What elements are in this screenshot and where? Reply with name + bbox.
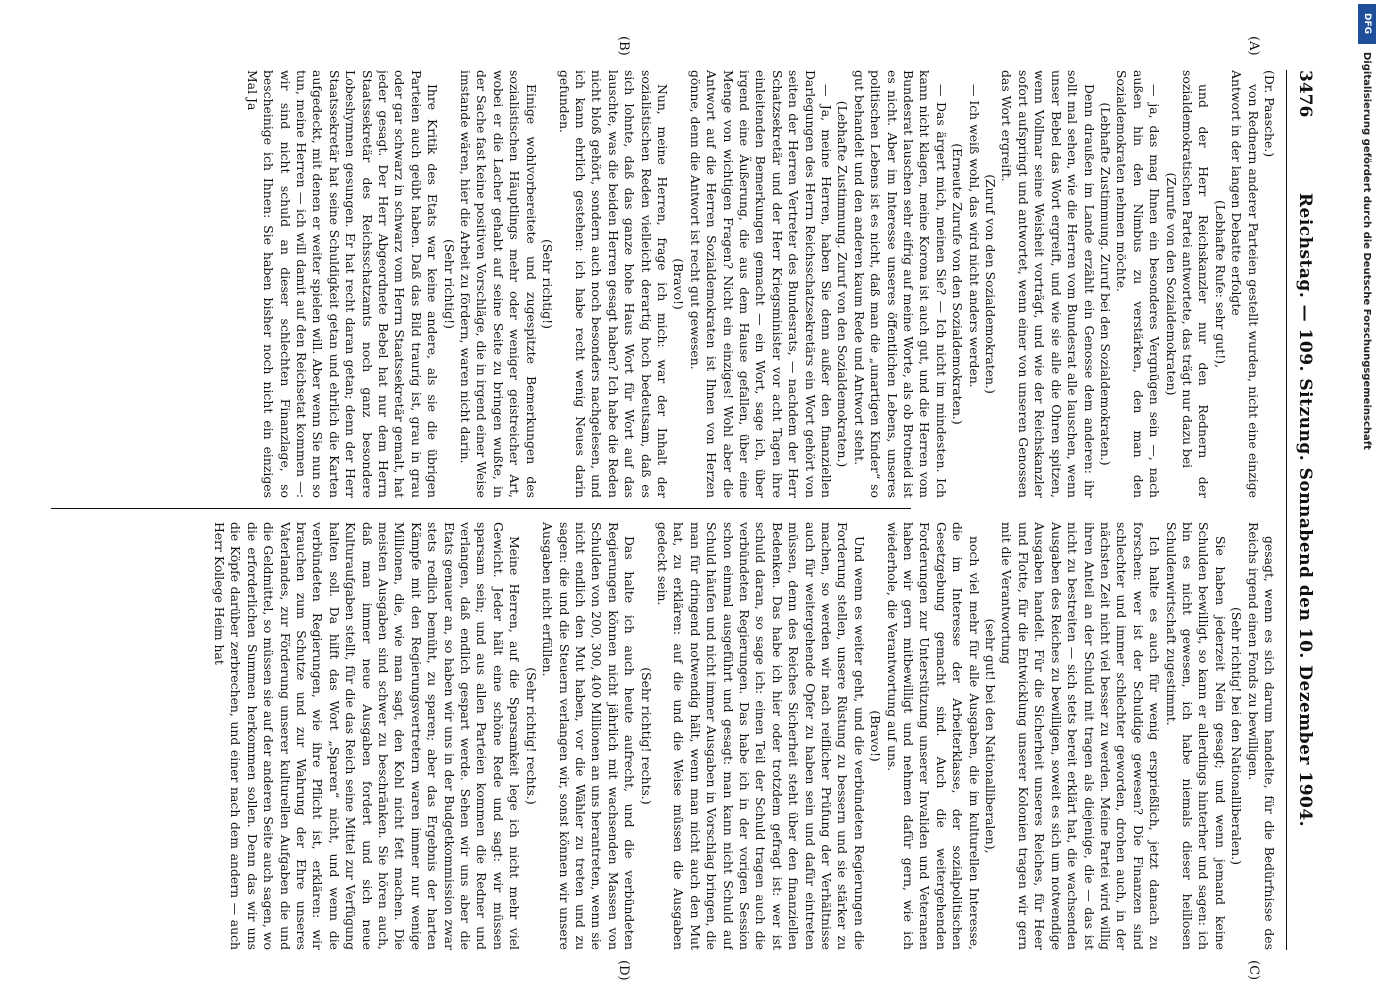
paragraph: (Sehr richtig!) (540, 239, 556, 329)
paragraph: (Lebhafte Rufe: sehr gut!), (1212, 199, 1228, 369)
page-number: 3476 (1295, 70, 1315, 118)
paragraph: und der Herr Reichskanzler nur den Rednern der sozialdemokratischen Partei antwortete, das trägt nur dazu bei (1179, 70, 1212, 498)
page-title: Reichstag. — 109. Sitzung. Sonnabend den 10. Dezember 1904. (1295, 192, 1315, 828)
dfg-logo: DFG (1358, 4, 1376, 44)
right-column (47, 522, 1277, 950)
credit-text: Digitalisierung gefördert durch die Deutsche Forschungsgemeinschaft (1361, 52, 1372, 450)
paragraph: — Ich weiß wohl, das wird nicht anders werden. (966, 84, 982, 388)
paragraph: Ihre Kritik des Etats war keine andere, als sie die übrigen Parteien auch geübt haben. Daß das Bild traurig ist, grau in grau oder gar schwarz in schwarz vom Herrn Staatssekretär gemalt, hat jeder gesagt. Der Herr Abgeordnete Bebel hat nur dem Herrn Staatssekretär des Reichsschatzamts noch ganz besondere Lobeshymnen gesungen. Er hat recht daran getan; denn der Herr Staatssekretär hat seine Schuldigkeit getan und ehrlich die Karten aufgedeckt, mit denen er weiter spielen will. Aber wenn Sie nun so tun, meine Herren — ich will damit auf den Reichsetat kommen —: wir sind nicht schuld an dieser schlechten Finanzlage, so bescheinige ich Ihnen: Sie haben bisher noch nicht ein einziges Mal Ja (244, 70, 441, 498)
margin-mark-b: (B) (616, 36, 631, 56)
paragraph: (Zuruf von den Sozialdemokraten.) (983, 174, 999, 394)
margin-mark-c: (C) (1246, 960, 1261, 981)
paragraph: (Bravo!) (671, 258, 687, 310)
margin-mark-a: (A) (1246, 36, 1261, 56)
left-column-text (243, 70, 1260, 498)
page-body (31, 36, 1321, 981)
paragraph: (Sehr richtig! rechts.) (638, 667, 654, 805)
column-divider (51, 508, 911, 509)
paragraph: Und wenn es weiter geht, und die verbündeten Regierungen die Forderung stellen, unsere Rüstung zu bessern und sie stärker zu machen, so werden wir nach reiflicher Prüfung der Verhältnisse auch für weitergehende Opfer zu haben sein und dafür eintreten müssen, denn des Reiches Sicherheit steht über den finanziellen Bedenken. Das habe ich hier oder trotzdem gefragt ist: wer ist schuld daran, so sage ich: einen Teil der Schuld tragen auch die verbündeten Regierungen. Das habe ich in der vorigen Session schon einmal ausgeführt und gesagt: man kann nicht Schuld auf Schuld häufen und nicht immer Ausgaben in Vorschlag bringen, die man für dringend notwendig hält, wenn man nicht auch den Mut hat, zu erklären: auf die und die Weise müssen die Ausgaben gedeckt sein. (654, 522, 867, 950)
speaker-name: (Dr. Paasche.) (1262, 70, 1277, 158)
paragraph: Nun, meine Herren, frage ich mich: war der Inhalt der sozialistischen Reden vielleicht derartig hoch bedeutsam, daß es sich lohnte, daß das ganze hohe Haus Wort für Wort auf das lauschte, was die beiden Herren gesagt haben? Ich habe die Reden nicht bloß gehört, sondern auch noch besonders nachgelesen, und ich kann ehrlich gestehen: ich habe recht wenig Neues darin gefunden. (556, 70, 670, 498)
paragraph: — Ja, meine Herren, haben Sie denn außer den finanziellen Darlegungen des Herrn Reichsschatzsekretärs ein Wort gehört von seiten der Herren Vertreter des Bundesrats, — nachdem der Herr Schatzsekretär und der Herr Kriegsminister vor acht Tagen ihre einleitenden Bemerkungen gemacht — ein Wort, sage ich, über irgend eine Äußerung, die aus dem Hause gefallen, über eine Menge von wichtigen Fragen? Nicht ein einziges! Wohl aber die Antwort auf die Herren Sozialdemokraten ist Ihnen von Herzen gönne, denn die Antwort ist recht gut gewesen. (687, 70, 835, 498)
left-column (47, 70, 1277, 498)
paragraph: (Zurufe von den Sozialdemokraten) (1163, 172, 1179, 396)
paragraph: von Rednern anderer Parteien gestellt wurden, nicht eine einzige Antwort in der langen Debatte erfolgte (1229, 70, 1261, 498)
paragraph: (sehr gut! bei den Nationalliberalen), (983, 618, 999, 854)
paragraph: Meine Herren, auf die Sparsamkeit lege ich nicht mehr viel Gewicht. Jeder hält eine schöne Rede und sagt: wir müssen sparsam sein; und aus allen Parteien kommen die Redner und verlangen, daß endlich gespart werde. Sehen wir uns aber die Etats genauer an, so haben wir uns in der Budgetkommission zwar stets redlich bemüht, zu sparen; aber das Ergebnis der harten Kämpfe mit den Regierungsvertretern waren immer nur wenige Millionen, die, wie man sagt, den Kohl nicht fett machen. Die meisten Ausgaben sind schwer zu beschränken. Sie hören auch, daß man immer neue Ausgaben fordert und sich neue Kulturaufgaben stellt, für die das Reich seine Mittel zur Verfügung halten soll. Da hilft das Wort „Sparen“ nicht, und wenn die verbündeten Regierungen, wie ihre Pflicht ist, erklären: wir brauchen zum Schutze und zur Wahrung der Ehre unseres Vaterlandes, zur Förderung unserer kulturellen Aufgaben die und die Geldmittel, so müssen sie auf der anderen Seite auch sagen, wo die erforderlichen Summen herkommen sollen. Denn das wir uns die Köpfe darüber zerbrechen, und einer nach dem andern — auch Herr Kollege Heim hat (212, 522, 523, 950)
paragraph: Denn draußen im Lande erzählt ein Genosse dem anderen: ihr sollt mal sehen, wie die Herren vom Bundesrat alle lauschen, wenn unser Bebel das Wort ergreift, und wie sie alle die Ohren spitzen, wenn Vollmar seine Weisheit vorträgt, und wie der Reichskanzler sofort aufspringt und antwortet, wenn einer von unseren Genossen das Wort ergreift. (999, 70, 1097, 498)
paragraph: (Bravo!) (868, 710, 884, 762)
paragraph: (Sehr richtig! rechts.) (523, 667, 539, 805)
paragraph: (Lebhafte Zustimmung. Zuruf bei den Sozialdemokraten.) (1097, 102, 1113, 466)
paragraph: noch viel mehr für alle Ausgaben, die im kulturellen Interesse, die im Interesse der Arbeiterklasse, der sozialpolitischen Gesetzgebung gemacht sind. Auch die weitergehenden Forderungen zur Unterstützung unserer Invaliden und Veteranen haben wir gern mitbewilligt und nehmen dafür gern, wie ich wiederhole, die Verantwortung auf uns. (884, 522, 982, 950)
paragraph: Ich halte es auch für wenig ersprießlich, jetzt danach zu forschen: wer ist der Schuldige gewesen? Die Finanzen sind schlechter und immer schlechter geworden, drohen auch, in der nächsten Zeit nicht viel besser zu werden. Meine Partei wird willig ihren Anteil an der Schuld mit tragen als diejenige, die — das ist nicht zu bestreiten — sich stets bereit erklärt hat, die wachsenden Ausgaben des Reiches zu bewilligen, soweit es sich um notwendige Ausgaben handelt. Für die Sicherheit unseres Reiches, für Heer und Flotte, für die Entwicklung unserer Kolonien tragen wir gern mit die Verantwortung (999, 522, 1163, 950)
margin-mark-d: (D) (616, 960, 631, 981)
right-column-text (211, 522, 1277, 950)
paragraph: Das halte ich auch heute aufrecht, und die verbündeten Regierungen können nicht jährlich mit wachsenden Massen von Schulden von 200, 300, 400 Millionen an uns herantreten, wenn sie nicht endlich den Mut haben, vor die Wähler zu treten und zu sagen: die und die Steuern verlangen wir, sonst können wir unsere Ausgaben nicht erfüllen. (540, 522, 638, 950)
paragraph: — ja, das mag Ihnen ein besonderes Vergnügen sein —, nach außen hin den Nimbus zu verstärken, den man den Sozialdemokraten nehmen möchte. (1114, 70, 1163, 498)
paragraph: (Sehr richtig! bei den Nationalliberalen.) (1229, 607, 1245, 865)
digitization-credit (1354, 10, 1374, 970)
paragraph: gesagt, wenn es sich darum handelte, für die Bedürfnisse des Reichs irgend einen Fonds zu bewilligen. (1245, 522, 1277, 950)
paragraph: (Erneute Zurufe von den Sozialdemokraten.) (950, 143, 966, 425)
page-header (1287, 70, 1321, 950)
paragraph: (Lebhafte Zustimmung. Zuruf von den Sozialdemokraten.) (835, 100, 851, 468)
paragraph: — Das ärgert mich, meinen Sie? — Ich nicht im mindesten. Ich kann nicht klagen, meine Korona ist auch gut, und die Herren vom Bundesrat lauschen sehr eifrig auf meine Worte, als ob Brotneid ist es nicht. Aber im Interesse unseres öffentlichen Lebens, unseres politischen Lebens ist es nicht, daß man die „unartigen Kinder“ so gut behandelt und den anderen kaum Rede und Antwort steht. (851, 70, 949, 498)
paragraph: (Sehr richtig!) (441, 239, 457, 329)
paragraph: Sie haben jederzeit Nein gesagt; und wenn jemand keine Schulden bewilligt, so kann er allerdings hinterher und sagen: ich bin es nicht gewesen, ich habe niemals dieser heillosen Schuldenwirtschaft zugestimmt. (1163, 522, 1228, 950)
paragraph: Einige wohlvorbereitete und zugespitzte Bemerkungen des sozialistischen Häuptlings mehr oder weniger geistreicher Art, wobei er die Lacher gehabt auf seine Seite zu bringen wußte, in der Sache fast keine positiven Vorschläge, die in irgend einer Weise imstande wären, hier die Arbeit zu fördern, waren nicht darin. (458, 70, 539, 498)
header-rule (1286, 70, 1287, 950)
